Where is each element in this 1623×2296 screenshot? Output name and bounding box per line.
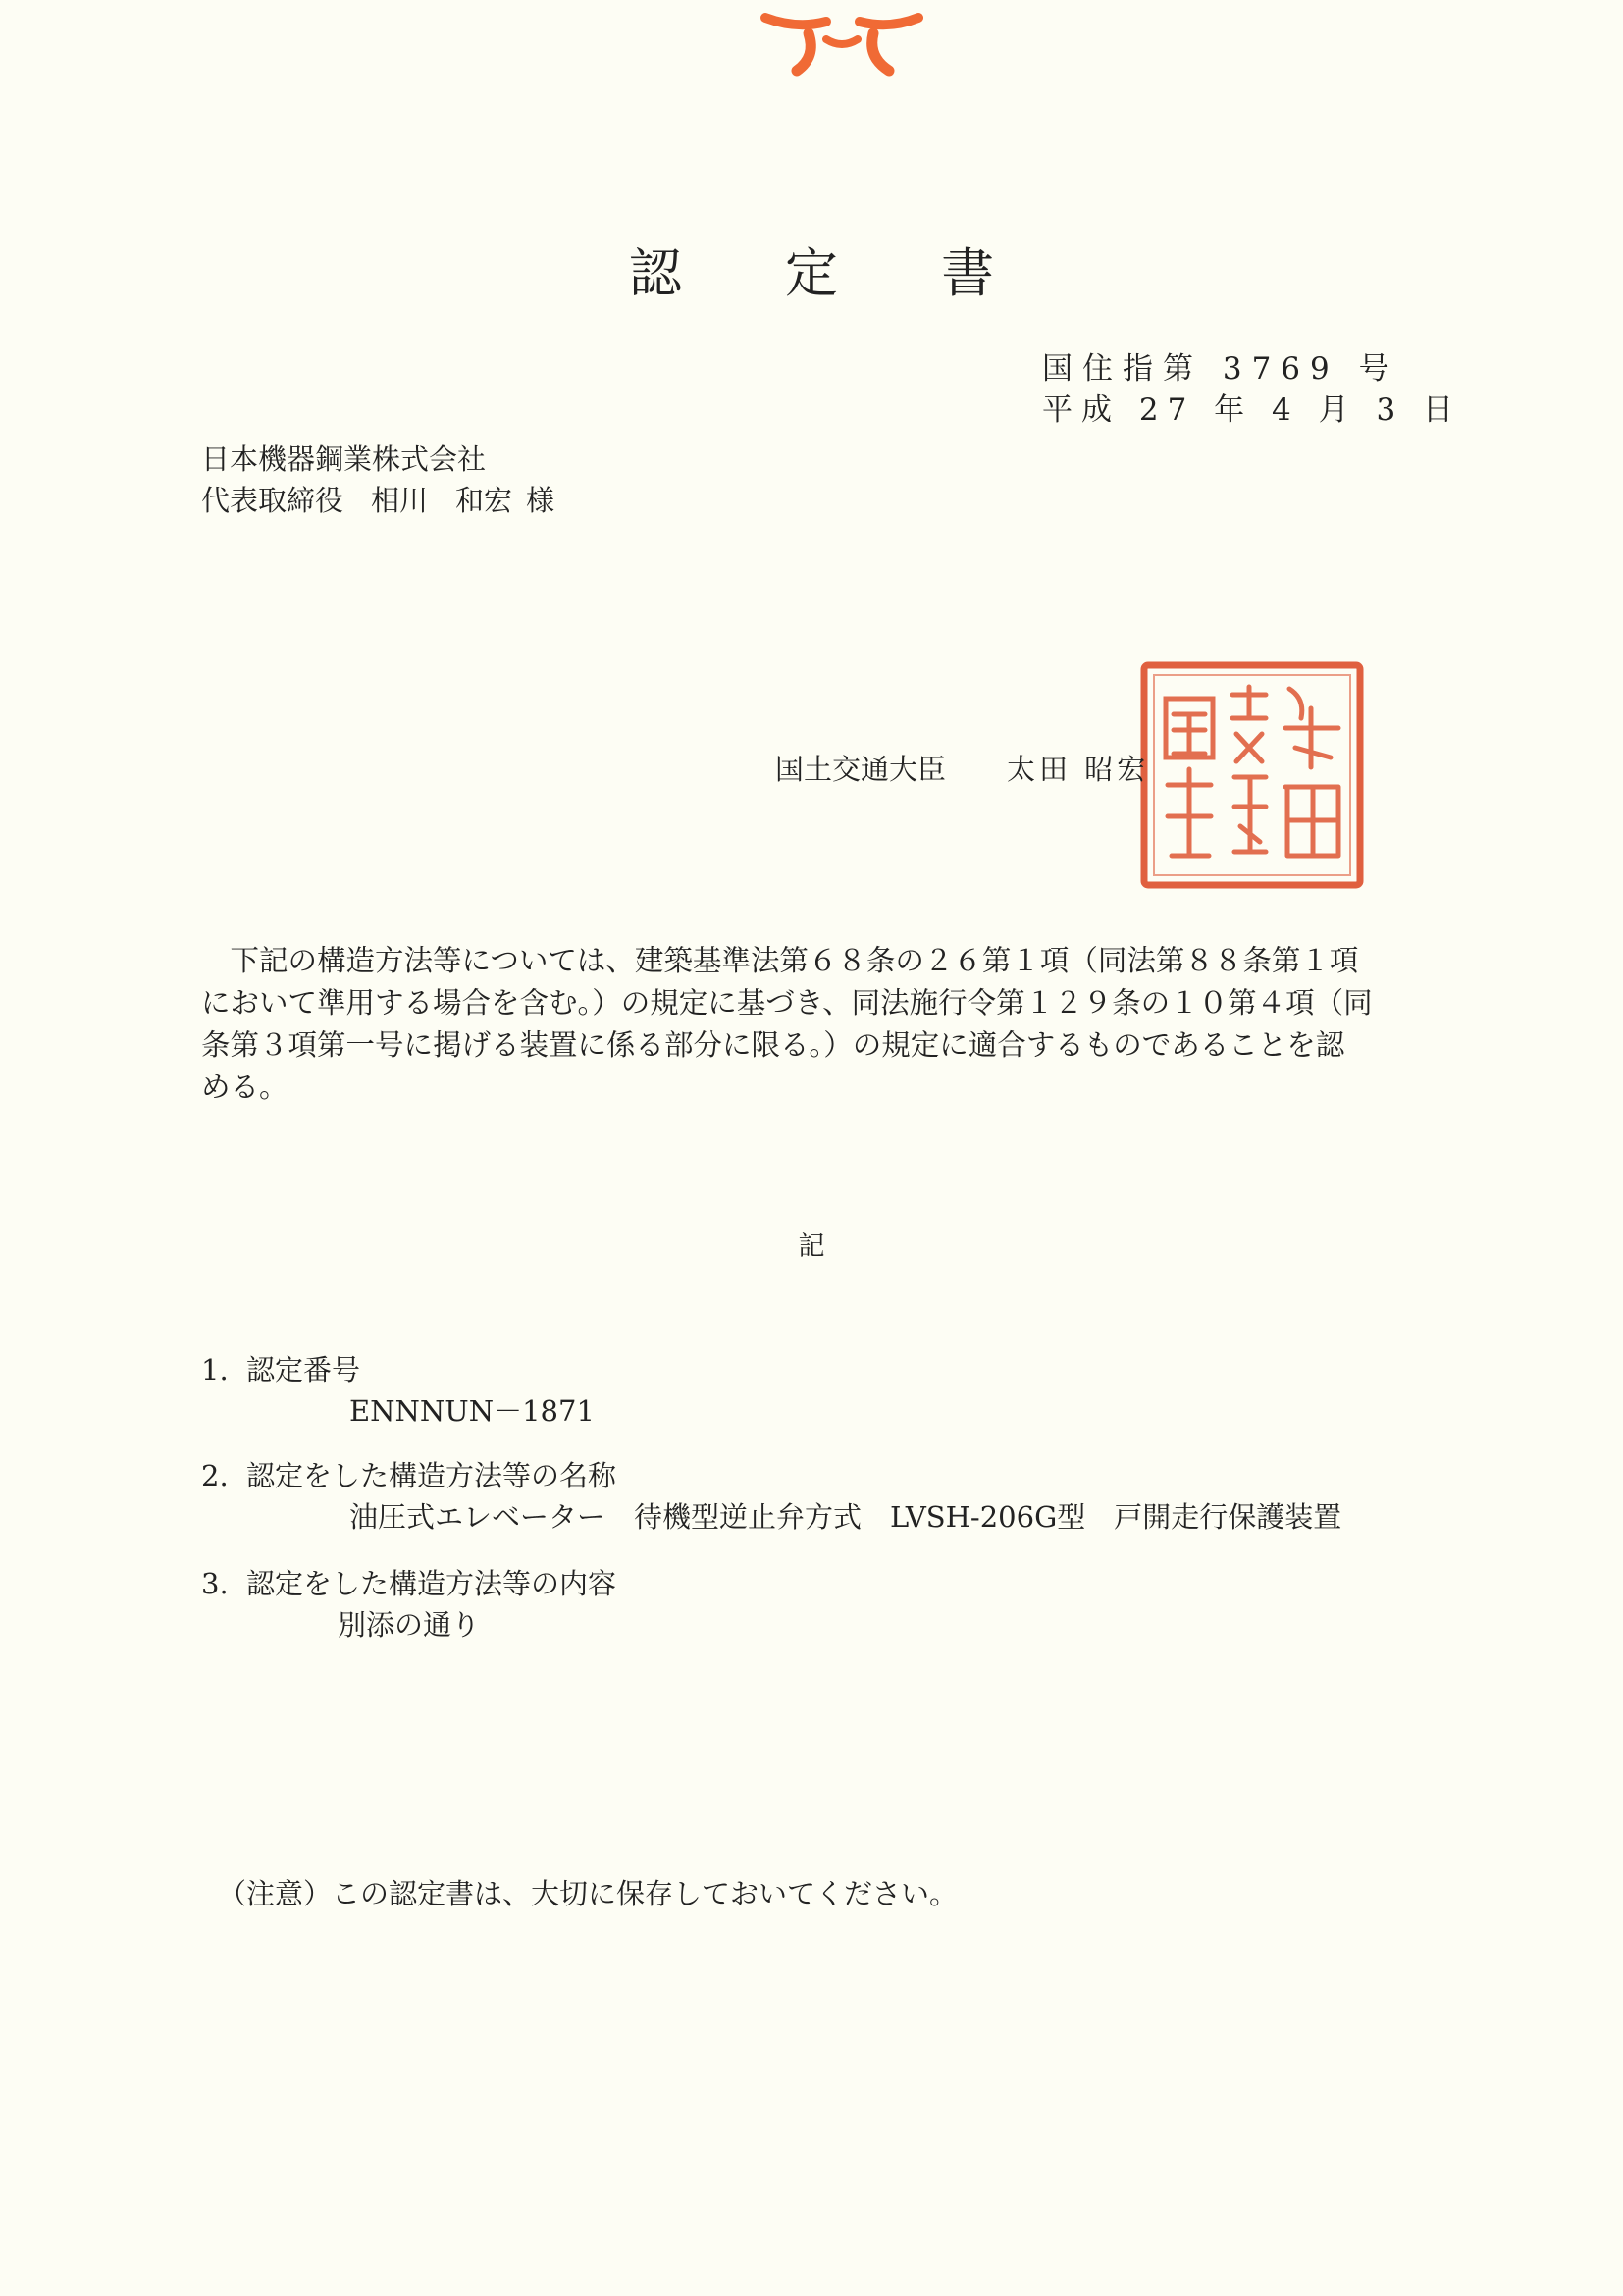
item-heading-text: 認定をした構造方法等の名称 [246,1459,617,1492]
addressee-representative [201,479,554,519]
item-heading-1 [201,1348,360,1388]
ki-label: 記 [798,1231,825,1262]
issuer [775,748,1149,788]
item-number: 3. [201,1567,229,1600]
item-number: 1. [201,1353,229,1386]
addressee-company: 日本機器鋼業株式会社 [201,443,487,476]
item-number: 2. [201,1459,229,1492]
issuer-title: 国土交通大臣 [775,753,947,786]
document-number: 国住指第 3769 号 [1042,351,1399,387]
item-heading-2 [201,1454,616,1494]
official-seal-icon [1138,659,1366,891]
addressee-honorific: 様 [526,484,555,517]
certification-statement [201,940,1410,1109]
addressee-given-name: 和宏 [455,484,513,517]
document-title: 認 定 書 [628,242,1038,304]
issuer-name: 太田 昭宏 [1007,753,1150,786]
item-heading-3 [201,1562,616,1602]
document-date: 平成 27 年 4 月 3 日 [1042,392,1463,428]
statement-line: 条第３項第一号に掲げる装置に係る部分に限る。）の規定に適合するものであることを認 [201,1028,1345,1062]
item-heading-text: 認定をした構造方法等の内容 [246,1567,617,1600]
addressee-surname: 相川 [371,484,429,517]
item-heading-text: 認定番号 [246,1353,361,1386]
top-emblem-icon [758,0,926,78]
item-value-3: 別添の通り [338,1608,481,1642]
statement-line: める。 [201,1070,288,1104]
item-value-2: 油圧式エレベーター 待機型逆止弁方式 LVSH-206G型 戸開走行保護装置 [349,1500,1342,1534]
item-value-1: ENNNUN－1871 [349,1394,595,1428]
statement-line: 下記の構造方法等については、建築基準法第６８条の２６第１項（同法第８８条第１項 [201,944,1359,977]
caution-note: （注意）この認定書は、大切に保存しておいてください。 [218,1877,959,1910]
addressee-role: 代表取締役 [201,484,344,517]
statement-line: において準用する場合を含む。）の規定に基づき、同法施行令第１２９条の１０第４項（同 [201,986,1373,1019]
